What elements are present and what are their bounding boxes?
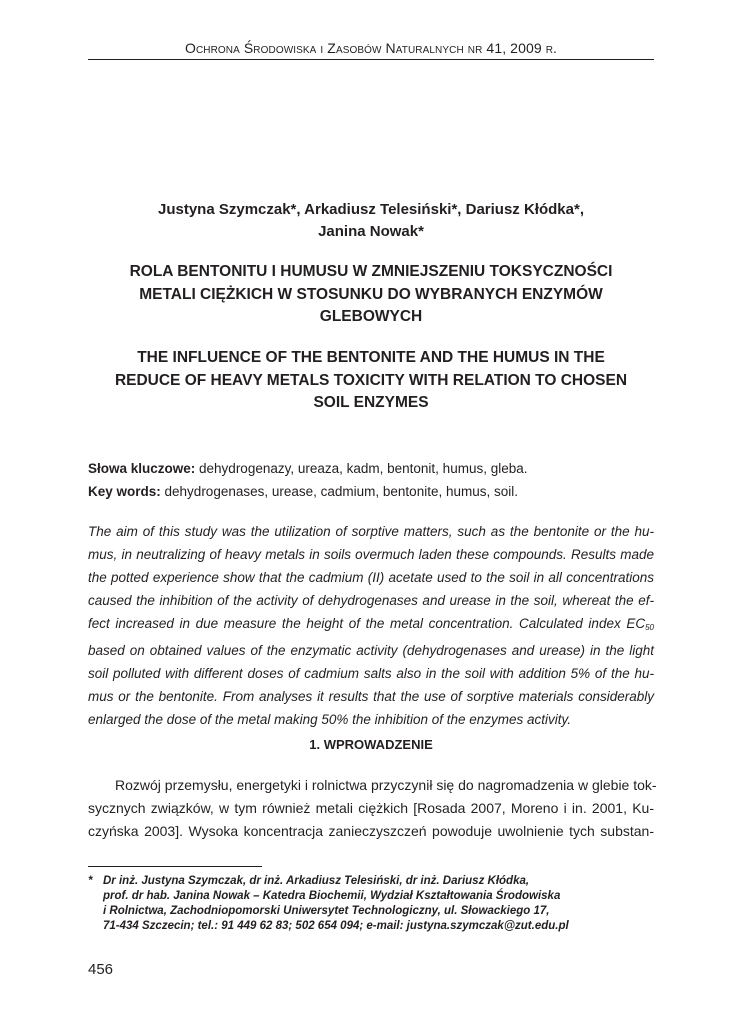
abstract-line-8: mus or the bentonite. From analyses it results that the use of sorptive materials considerably [88,689,654,704]
title-pl-line-1: ROLA BENTONITU I HUMUSU W ZMNIEJSZENIU TOKSYCZNOŚCI [129,263,613,280]
body-paragraph [88,774,657,843]
abstract-line-1: The aim of this study was the utilization of sorptive matters, such as the bentonite or the hu- [88,524,654,539]
running-header [88,40,654,56]
keywords-en-label: Key words: [88,484,161,499]
keywords-section [88,457,654,503]
body-line-2: sycznych związków, w tym również metali ciężkich [Rosada 2007, Moreno i in. 2001, Ku- [88,800,654,816]
footnote-divider [88,866,262,867]
abstract-line-4: caused the inhibition of the activity of dehydrogenases and urease in the soil, whereat the ef- [88,593,654,608]
authors-line-2: Janina Nowak* [318,223,424,240]
footnote-line-4: 71-434 Szczecin; tel.: 91 449 62 83; 502 654 094; e-mail: justyna.szymczak@zut.edu.pl [103,920,569,932]
author-affiliation-footnote [88,874,654,934]
abstract-line-9: enlarged the dose of the metal making 50% the inhibition of the enzymes activity. [88,712,572,727]
journal-name: Ochrona Środowiska i Zasobów Naturalnych [184,40,464,56]
title-polish [88,261,654,329]
authors-line-1: Justyna Szymczak*, Arkadiusz Telesiński*, Dariusz Kłódka*, [157,201,584,218]
abstract-line-5-text: fect increased in due measure the height of the metal concentration. Calculated index EC [88,616,646,631]
ec-subscript: 50 [645,623,654,632]
body-line-3: czyńska 2003]. Wysoka koncentracja zanieczyszczeń powoduje uwolnienie tych substan- [88,823,654,839]
abstract [88,520,654,731]
abstract-line-7: soil polluted with different doses of cadmium salts also in the soil with addition 5% of the hu- [88,666,654,681]
footnote-line-3: i Rolnictwa, Zachodniopomorski Uniwersytet Technologiczny, ul. Słowackiego 17, [103,905,550,917]
title-en-line-1: THE INFLUENCE OF THE BENTONITE AND THE HUMUS IN THE [137,349,605,366]
author-list [88,199,654,243]
abstract-line-3: the potted experience show that the cadmium (II) acetate used to the soil in all concentrations [88,570,654,585]
abstract-line-2: mus, in neutralizing of heavy metals in soils overmuch laden these compounds. Results made [88,547,654,562]
header-divider [88,59,654,60]
keywords-en-text: dehydrogenases, urease, cadmium, bentonite, humus, soil. [160,484,518,499]
keywords-pl-label: Słowa kluczowe: [88,461,196,476]
title-en-line-2: REDUCE OF HEAVY METALS TOXICITY WITH RELATION TO CHOSEN [114,371,628,389]
title-en-line-3: SOIL ENZYMES [313,394,429,411]
keywords-polish [88,457,654,480]
footnote-body [103,874,654,934]
keywords-english [88,480,654,503]
section-heading: 1. WPROWADZENIE [309,737,433,752]
title-pl-line-3: GLEBOWYCH [319,308,423,325]
abstract-line-6: based on obtained values of the enzymatic activity (dehydrogenases and urease) in the light [88,643,654,658]
footnote-line-2: prof. dr hab. Janina Nowak – Katedra Biochemii, Wydział Kształtowania Środowiska [103,890,561,902]
footnote-line-1: Dr inż. Justyna Szymczak, dr inż. Arkadiusz Telesiński, dr inż. Dariusz Kłódka, [103,875,530,887]
title-pl-line-2: METALI CIĘŻKICH W STOSUNKU DO WYBRANYCH ENZYMÓW [139,285,603,303]
keywords-pl-text: dehydrogenazy, ureaza, kadm, bentonit, humus, gleba. [195,461,528,476]
body-line-1: Rozwój przemysłu, energetyki i rolnictwa przyczynił się do nagromadzenia w glebie tok- [115,777,657,793]
abstract-line-5 [88,612,654,639]
issue-info: nr 41, 2009 r. [467,40,558,56]
title-english [88,347,654,415]
footnote-mark: * [88,875,93,887]
page-number: 456 [88,961,114,978]
